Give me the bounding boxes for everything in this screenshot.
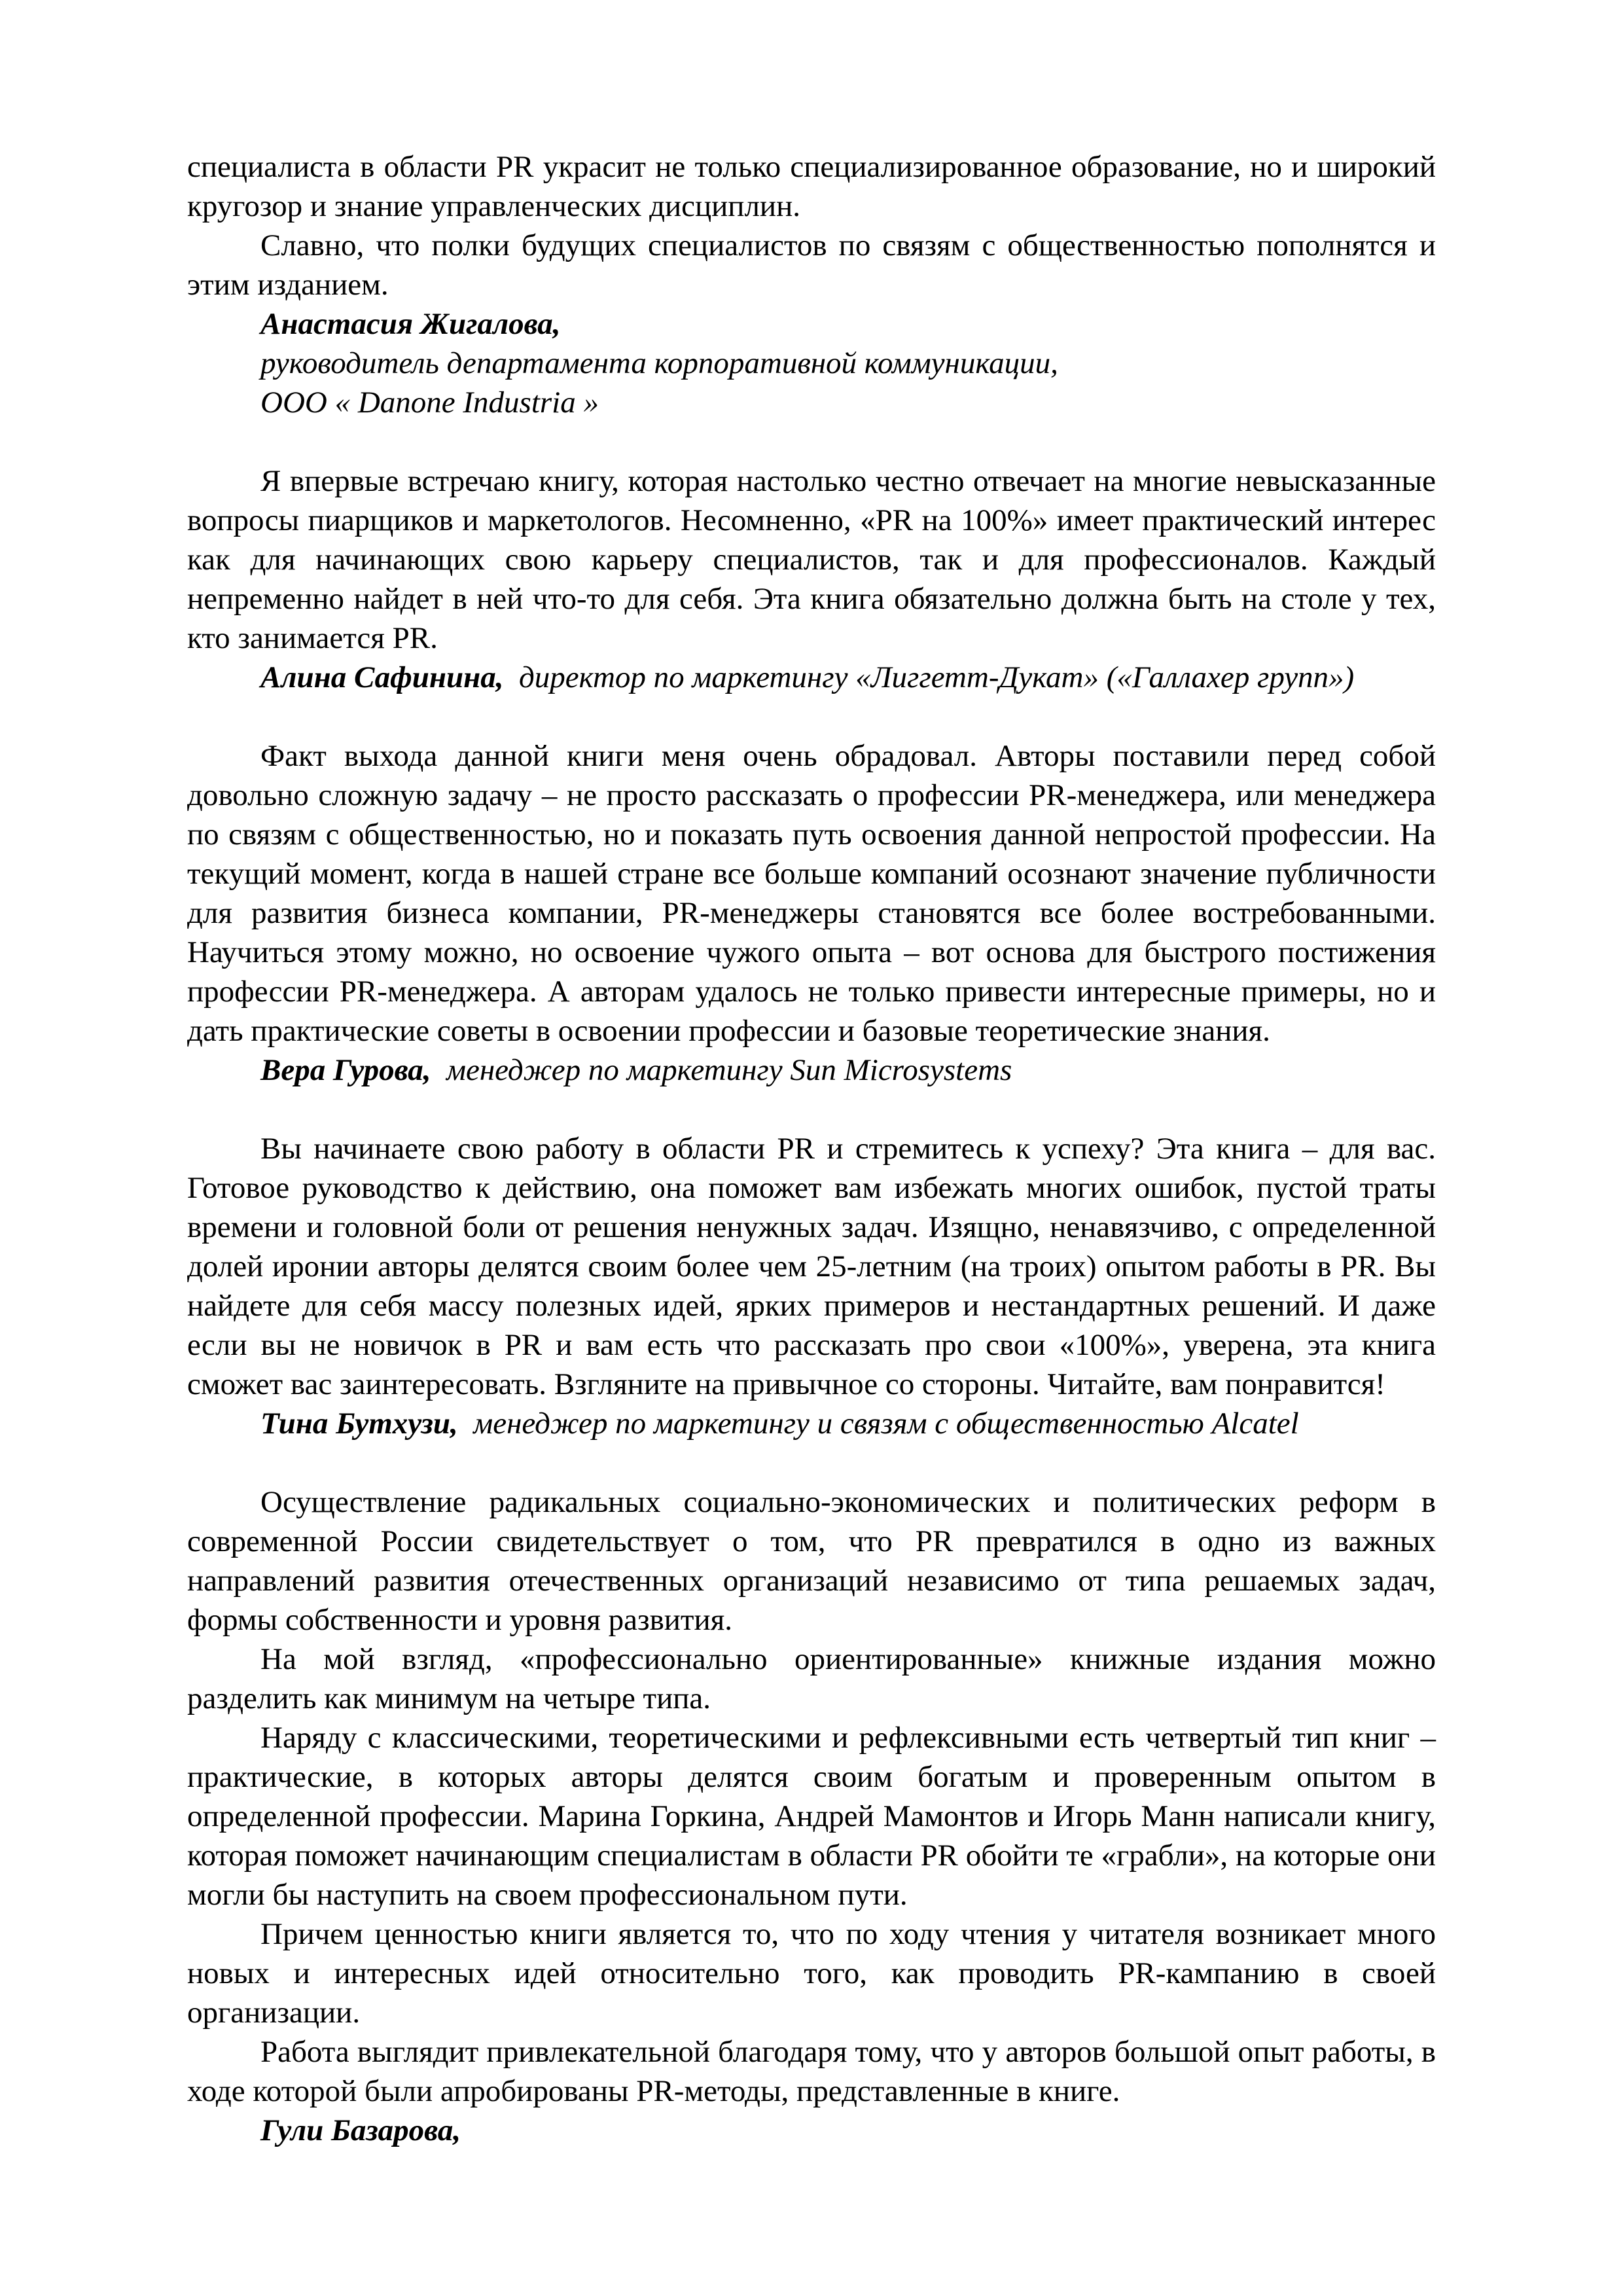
signature-name: Анастасия Жигалова,: [260, 307, 561, 341]
paragraph-intro-closing: Славно, что полки будущих специалистов по связям с общественностью пополнятся и этим изданием.: [187, 228, 1436, 302]
signature-name: Тина Бутхузи,: [260, 1407, 458, 1441]
signature-block-butkhuzi: [260, 1404, 1436, 1443]
signature-block-safinina: [260, 658, 1436, 697]
signature-name: Алина Сафинина,: [260, 660, 504, 694]
blank-line: [187, 422, 1436, 461]
blank-line: [187, 1090, 1436, 1129]
signature-role: руководитель департамента корпоративной коммуникации,: [260, 346, 1058, 380]
testimonial-paragraph-bazarova-4: Причем ценностью книги является то, что по ходу чтения у читателя возникает много новых и интересных идей относительно того, как проводить PR-кампанию в своей организации.: [187, 1917, 1436, 2030]
signature-block-bazarova: [260, 2111, 1436, 2150]
paragraph-intro-continuation: специалиста в области PR украсит не только специализированное образование, но и широкий кругозор и знание управленческих дисциплин.: [187, 150, 1436, 223]
signature-name: Гули Базарова,: [260, 2113, 461, 2147]
testimonial-paragraph-bazarova-2: На мой взгляд, «профессионально ориентированные» книжные издания можно разделить как минимум на четыре типа.: [187, 1642, 1436, 1715]
signature-role: менеджер по маркетингу Sun Microsystems: [446, 1053, 1012, 1087]
testimonial-paragraph-butkhuzi: Вы начинаете свою работу в области PR и стремитесь к успеху? Эта книга – для вас. Готовое руководство к действию, она поможет вам избежать многих ошибок, пустой траты времени и головной боли от решения ненужных задач. Изящно, ненавязчиво, с определенной долей иронии авторы делятся своим более чем 25-летним (на троих) опытом работы в PR. Вы найдете для себя массу полезных идей, ярких примеров и нестандартных решений. И даже если вы не новичок в PR и вам есть что рассказать про свои «100%», уверена, эта книга сможет вас заинтересовать. Взгляните на привычное со стороны. Читайте, вам понравится!: [187, 1132, 1436, 1401]
testimonial-paragraph-bazarova-1: Осуществление радикальных социально-экономических и политических реформ в современной России свидетельствует о том, что PR превратился в одно из важных направлений развития отечественных организаций независимо от типа решаемых задач, формы собственности и уровня развития.: [187, 1485, 1436, 1637]
blank-line: [187, 1443, 1436, 1482]
testimonial-paragraph-gurova: Факт выхода данной книги меня очень обрадовал. Авторы поставили перед собой довольно сложную задачу – не просто рассказать о профессии PR-менеджера, или менеджера по связям с общественностью, но и показать путь освоения данной непростой профессии. На текущий момент, когда в нашей стране все больше компаний осознают значение публичности для развития бизнеса компании, PR-менеджеры становятся все более востребованными. Научиться этому можно, но освоение чужого опыта – вот основа для быстрого постижения профессии PR-менеджера. А авторам удалось не только привести интересные примеры, но и дать практические советы в освоении профессии и базовые теоретические знания.: [187, 739, 1436, 1048]
blank-line: [187, 697, 1436, 736]
signature-company: ООО « Danone Industria »: [260, 386, 599, 420]
signature-role: директор по маркетингу «Лиггетт-Дукат» («Галлахер групп»): [518, 660, 1355, 694]
signature-role: менеджер по маркетингу и связям с общественностью Alcatel: [473, 1407, 1299, 1441]
signature-block-zhigalova: [260, 304, 1436, 422]
signature-name: Вера Гурова,: [260, 1053, 431, 1087]
testimonial-paragraph-safinina: Я впервые встречаю книгу, которая настолько честно отвечает на многие невысказанные вопросы пиарщиков и маркетологов. Несомненно, «PR на 100%» имеет практический интерес как для начинающих свою карьеру специалистов, так и для профессионалов. Каждый непременно найдет в ней что-то для себя. Эта книга обязательно должна быть на столе у тех, кто занимается PR.: [187, 464, 1436, 655]
testimonial-paragraph-bazarova-5: Работа выглядит привлекательной благодаря тому, что у авторов большой опыт работы, в ходе которой были апробированы PR-методы, представленные в книге.: [187, 2035, 1436, 2108]
testimonial-paragraph-bazarova-3: Наряду с классическими, теоретическими и рефлексивными есть четвертый тип книг – практические, в которых авторы делятся своим богатым и проверенным опытом в определенной профессии. Марина Горкина, Андрей Мамонтов и Игорь Манн написали книгу, которая поможет начинающим специалистам в области PR обойти те «грабли», на которые они могли бы наступить на своем профессиональном пути.: [187, 1721, 1436, 1912]
signature-block-gurova: [260, 1050, 1436, 1090]
